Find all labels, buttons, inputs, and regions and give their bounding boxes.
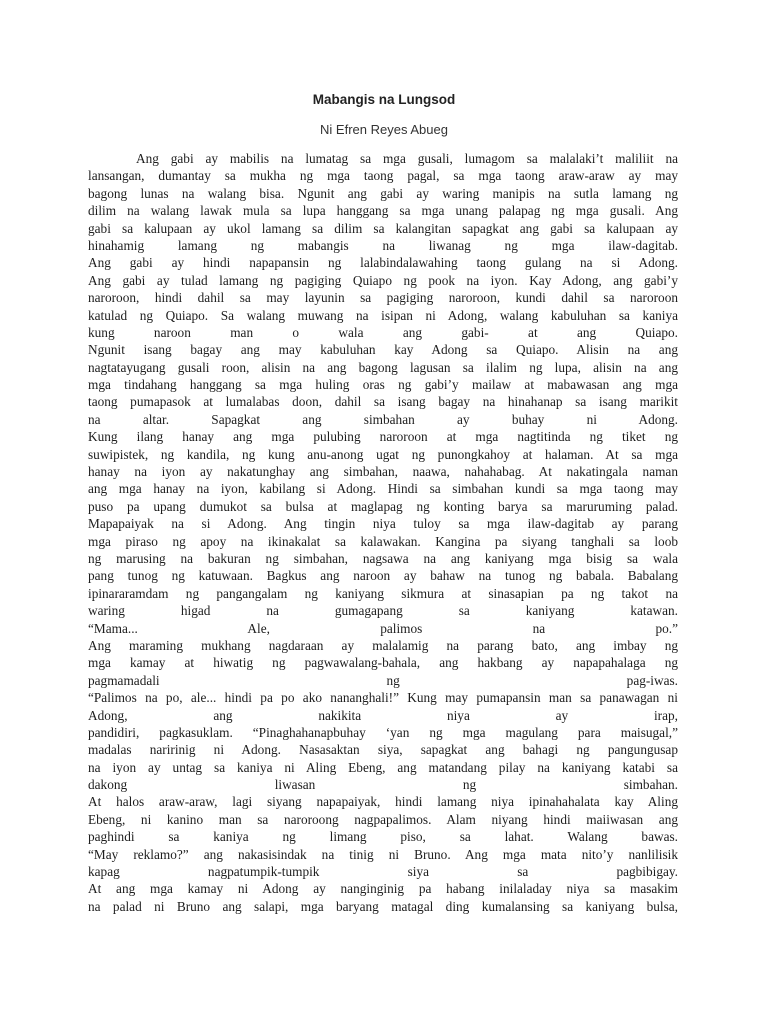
- text-line: “Mama... Ale, palimos na po.”: [88, 620, 678, 636]
- text-line: ipinararamdam ng pangangalam ng kaniyang sikmura at sinasapian pa ng takot na: [88, 585, 678, 601]
- text-line: pang tunog ng katuwaan. Bagkus ang naroon ay bahaw na tunog ng babala. Babalang: [88, 568, 678, 584]
- text-line: dakong liwasan ng simbahan.: [88, 777, 678, 793]
- text-line: puso pa upang dumukot sa bulsa at maglapag ng konting barya sa maruruming palad.: [88, 498, 678, 514]
- text-line: mga piraso ng apoy na ikinakalat sa kalawakan. Kangina pa siyang tanghali sa loob: [88, 533, 678, 549]
- text-line: waring higad na gumagapang sa kaniyang katawan.: [88, 603, 678, 619]
- text-line: bagong lunas na walang bisa. Ngunit ang gabi ay waring manipis na sutla lamang ng: [88, 185, 678, 201]
- text-line: dilim na walang lawak mula sa lupa hanggang sa mga unang palapag ng mga gusali. Ang: [88, 203, 678, 219]
- text-line: At halos araw-araw, lagi siyang napapaiyak, hindi lamang niya ipinahahalata kay Aling: [88, 794, 678, 810]
- text-line: katulad ng Quiapo. Sa walang muwang na isipan ni Adong, walang kabuluhan sa kaniya: [88, 307, 678, 323]
- text-line: lansangan, dumantay sa mukha ng mga taong pagal, sa mga taong araw-araw ay may: [88, 168, 678, 184]
- story-body: [88, 150, 678, 915]
- document-title: Mabangis na Lungsod: [312, 92, 456, 107]
- text-line: pandidiri, pagkasuklam. “Pinaghahanapbuhay ‘yan ng mga magulang para maisugal,”: [88, 724, 678, 740]
- text-line: “May reklamo?” ang nakasisindak na tinig ni Bruno. Ang mga mata nito’y nanlilisik: [88, 846, 678, 862]
- text-line: kapag nagpatumpik-tumpik siya sa pagbibigay.: [88, 864, 678, 880]
- text-line: At ang mga kamay ni Adong ay nanginginig pa habang inilaladay niya sa masakim: [88, 881, 678, 897]
- text-line: na iyon ay untag sa kaniya ni Aling Ebeng, ang matandang pilay na kaniyang katabi sa: [88, 759, 678, 775]
- text-line: hinahamig lamang ng mabangis na liwanag ng mga ilaw-dagitab.: [88, 237, 678, 253]
- text-line: ang mga hanay na iyon, kabilang si Adong. Hindi sa simbahan kundi sa mga taong may: [88, 481, 678, 497]
- text-line: Kung ilang hanay ang mga pulubing naroroon at mga nagtitinda ng tiket ng: [88, 429, 678, 445]
- text-line: naroroon, hindi dahil sa may layunin sa pagiging naroroon, kundi dahil sa naroroon: [88, 290, 678, 306]
- text-line: ng marusing na bakuran ng simbahan, nagsawa na ang kaniyang mga bisig sa wala: [88, 550, 678, 566]
- text-line: hanay na iyon ay nakatunghay ang simbahan, naawa, nahahabag. At nakatingala naman: [88, 464, 678, 480]
- text-line: suwipistek, ng kandila, ng kung anu-anong ugat ng punongkahoy at halaman. At sa mga: [88, 446, 678, 462]
- text-line: mga kamay at hiwatig ng pagwawalang-bahala, ang hakbang ay napapahalaga ng: [88, 655, 678, 671]
- text-line: Ngunit isang bagay ang may kabuluhan kay Adong sa Quiapo. Alisin na ang: [88, 342, 678, 358]
- text-line: Ebeng, ni kanino man sa naroroong nagpapalimos. Alam niyang hindi maiiwasan ang: [88, 811, 678, 827]
- text-line: kung naroon man o wala ang gabi- at ang Quiapo.: [88, 324, 678, 340]
- text-line: Ang gabi ay tulad lamang ng pagiging Quiapo ng pook na iyon. Kay Adong, ang gabi’y: [88, 272, 678, 288]
- text-line: Mapapaiyak na si Adong. Ang tingin niya tuloy sa mga ilaw-dagitab ay parang: [88, 516, 678, 532]
- text-line: Ang gabi ay mabilis na lumatag sa mga gusali, lumagom sa malalaki’t maliliit na: [136, 151, 678, 166]
- document-author: Ni Efren Reyes Abueg: [320, 122, 448, 137]
- text-line: paghindi sa kaniya ng limang piso, sa lahat. Walang bawas.: [88, 829, 678, 845]
- text-line: Ang maraming mukhang nagdaraan ay malalamig na parang bato, ang imbay ng: [88, 637, 678, 653]
- text-line: “Palimos na po, ale... hindi pa po ako nananghali!” Kung may pumapansin man sa panawagan ni: [88, 690, 678, 706]
- text-line: madalas naririnig ni Adong. Nasasaktan siya, sapagkat ang bahagi ng pangungusap: [88, 742, 678, 758]
- text-line: taong pumapasok at lumalabas doon, dahil sa isang bagay na hinahanap sa isang marikit: [88, 394, 678, 410]
- text-line: nagtatayugang gusali roon, alisin na ang bagong lagusan sa ilalim ng lupa, alisin na ang: [88, 359, 678, 375]
- text-line: Adong, ang nakikita niya ay irap,: [88, 707, 678, 723]
- text-line: Ang gabi ay hindi napapansin ng lalabindalawahing taong gulang na si Adong.: [88, 255, 678, 271]
- text-line: mga tindahang hanggang sa mga huling oras ng gabi’y mailaw at mabawasan ang mga: [88, 377, 678, 393]
- text-line: gabi sa kalupaan ay ukol lamang sa dilim sa kalangitan sapagkat ang gabi sa kalupaan ay: [88, 220, 678, 236]
- text-line: pagmamadali ng pag-iwas.: [88, 672, 678, 688]
- text-line: na altar. Sapagkat ang simbahan ay buhay ni Adong.: [88, 411, 678, 427]
- text-line: na palad ni Bruno ang salapi, mga baryang matagal ding kumalansing sa kaniyang bulsa,: [88, 898, 678, 914]
